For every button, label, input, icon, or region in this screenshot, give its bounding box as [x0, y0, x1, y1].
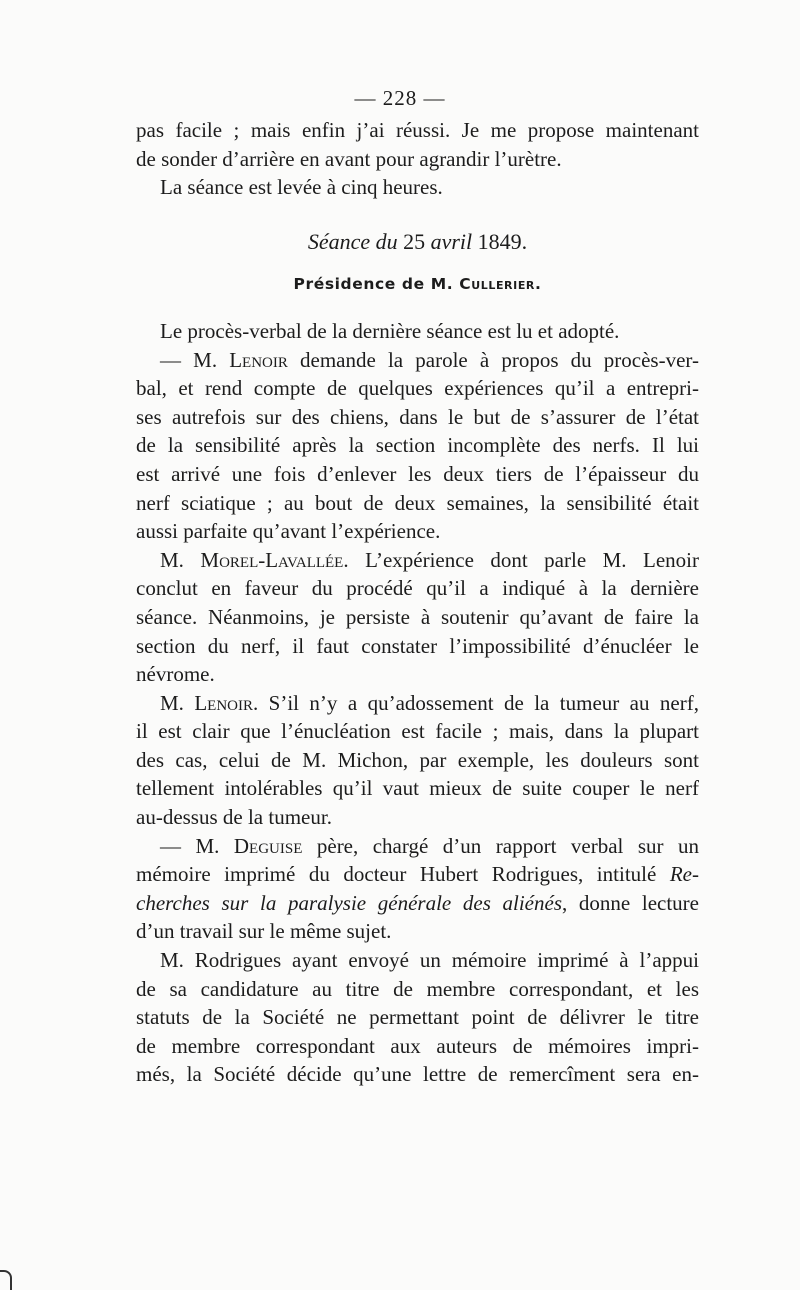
text-line: nerf sciatique ; au bout de deux semaines, la sensibilité était	[136, 490, 699, 515]
session-heading	[136, 228, 699, 257]
spacer	[136, 299, 699, 317]
body-text	[136, 116, 699, 1089]
text-fragment: M.	[160, 690, 195, 715]
text-line	[136, 346, 699, 375]
text-fragment: père, chargé d’un rapport verbal sur un	[302, 833, 699, 858]
spacer	[136, 256, 699, 270]
text-line: de sonder d’arrière en avant pour agrandir l’urètre.	[136, 146, 562, 171]
text-fragment: L’expérience dont parle M. Lenoir	[348, 547, 699, 572]
text-fragment: mémoire imprimé du docteur Hubert Rodrigues, intitulé	[136, 862, 670, 887]
text-line: ses autrefois sur des chiens, dans le but de s’assurer de l’état	[136, 404, 699, 429]
spacer	[136, 202, 699, 228]
text-line: des cas, celui de M. Michon, par exemple, les douleurs sont	[136, 747, 699, 772]
speaker-name: Lenoir.	[194, 690, 259, 715]
text-line: M. Rodrigues ayant envoyé un mémoire imprimé à l’appui	[160, 948, 699, 973]
session-year: 1849.	[477, 228, 528, 254]
work-title: Re-	[669, 862, 699, 887]
text-line	[136, 889, 699, 918]
speaker-name: Morel-Lavallée.	[200, 547, 349, 572]
text-fragment: demande la parole à propos du procès-ver-	[287, 347, 699, 372]
text-fragment: , donne lecture	[562, 890, 699, 915]
work-title: cherches sur la paralysie générale des aliénés	[136, 890, 562, 915]
session-heading-prefix: Séance du	[307, 228, 404, 254]
text-line	[136, 860, 699, 889]
text-line: de la sensibilité après la section incomplète des nerfs. Il lui	[136, 433, 699, 458]
text-line: més, la Société décide qu’une lettre de remercîment sera en-	[136, 1062, 699, 1087]
text-fragment: S’il n’y a qu’adossement de la tumeur au nerf,	[258, 690, 699, 715]
text-line: est arrivé une fois d’enlever les deux tiers de l’épaisseur du	[136, 461, 699, 486]
text-fragment: M.	[160, 547, 201, 572]
text-line	[136, 689, 699, 718]
session-day: 25	[403, 228, 426, 254]
speaker-name: Lenoir	[229, 347, 288, 372]
closing-sentence: La séance est levée à cinq heures.	[160, 175, 443, 200]
presidence-heading	[136, 270, 699, 299]
text-line: il est clair que l’énucléation est facile ; mais, dans la plupart	[136, 719, 699, 744]
text-line: séance. Néanmoins, je persiste à soutenir qu’avant de faire la	[136, 604, 699, 629]
text-line: conclut en faveur du procédé qu’il a indiqué à la dernière	[136, 576, 699, 601]
text-fragment: — M.	[160, 347, 230, 372]
paragraph-minutes: Le procès-verbal de la dernière séance est lu et adopté.	[160, 318, 620, 343]
text-line: bal, et rend compte de quelques expériences qu’il a entrepri-	[136, 376, 699, 401]
text-line: aussi parfaite qu’avant l’expérience.	[136, 519, 441, 544]
text-line: au-dessus de la tumeur.	[136, 805, 332, 830]
text-line: statuts de la Société ne permettant point de délivrer le titre	[136, 1005, 699, 1030]
session-month: avril	[425, 228, 478, 254]
text-line: d’un travail sur le même sujet.	[136, 919, 392, 944]
text-line: névrome.	[136, 662, 215, 687]
text-line: de membre correspondant aux auteurs de mémoires impri-	[136, 1033, 699, 1058]
text-fragment: — M.	[160, 833, 234, 858]
presidence-label: Présidence de M.	[293, 275, 460, 294]
text-line: tellement intolérables qu’il vaut mieux de suite couper le nerf	[136, 776, 699, 801]
text-line: pas facile ; mais enfin j’ai réussi. Je me propose maintenant	[136, 118, 699, 142]
text-line: section du nerf, il faut constater l’impossibilité d’énucléer le	[136, 633, 699, 658]
page-edge-mark	[0, 1270, 12, 1290]
page-number: — 228 —	[354, 86, 446, 110]
speaker-name: Deguise	[233, 833, 303, 858]
text-line	[136, 546, 699, 575]
president-name: Cullerier.	[459, 275, 542, 294]
text-line: de sa candidature au titre de membre correspondant, et les	[136, 976, 699, 1001]
text-line	[136, 832, 699, 861]
